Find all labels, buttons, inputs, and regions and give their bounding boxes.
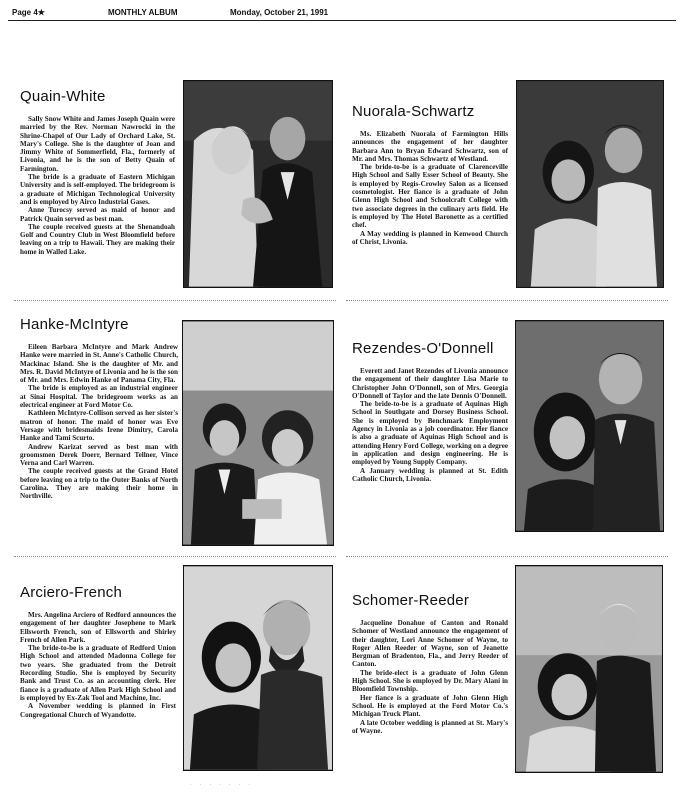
page-masthead <box>8 7 676 21</box>
article-hanke-mcintyre <box>20 316 178 501</box>
article-paragraph: A May wedding is planned in Kenwood Church of Christ, Livonia. <box>352 229 508 246</box>
section-divider <box>14 556 336 557</box>
article-headline: Quain-White <box>20 88 106 105</box>
article-arciero-french <box>20 584 176 719</box>
article-paragraph: A January wedding is planned at St. Edith Catholic Church, Livonia. <box>352 466 508 483</box>
engaged-couple-photo <box>516 566 662 772</box>
article-paragraph: Eileen Barbara McIntyre and Mark Andrew Hanke were married in St. Anne's Catholic Church, Mackinac Island. She is the daughter of Mr. and Mrs. R. David McIntyre of Livonia and he is the son of Mr. and Mrs. Edwin Hanke of Panama City, Fla. <box>20 343 178 385</box>
section-title: MONTHLY ALBUM <box>108 8 178 17</box>
article-headline: Schomer-Reeder <box>352 592 470 609</box>
engaged-couple-photo <box>184 566 332 770</box>
article-schomer-reeder <box>352 592 508 735</box>
article-paragraph: The bride-to-be is a graduate of Redford Union High School and attended Madonna College for two years. She graduated from the Detroit Recording Studio. She is employed by Security Bank and Trust Co. as an accounting clerk. Her fiance is a graduate of Allen Park High School and is employed by Ex-Zak Tool and Machine, Inc. <box>20 644 176 702</box>
section-divider <box>14 300 336 301</box>
article-headline: Hanke-McIntyre <box>20 316 129 333</box>
article-paragraph: The bride is employed as an industrial engineer at Sinai Hospital. The bridegroom works as an electrical engineer at Ford Motor Co. <box>20 384 178 410</box>
scan-artifact: · · · · · · · <box>190 782 253 788</box>
issue-date: Monday, October 21, 1991 <box>230 8 329 17</box>
photo-schomer-reeder <box>515 565 663 773</box>
engaged-couple-photo <box>516 321 663 531</box>
article-quain-white <box>20 88 175 256</box>
engaged-couple-photo <box>517 81 663 287</box>
section-divider <box>346 556 668 557</box>
article-paragraph: Jacqueline Donahue of Canton and Ronald Schomer of Westland announce the engagement of their daughter, Lori Anne Schomer of Wayne, to Roger Allen Reeder of Wayne, son of Jeanette Bergman of Bradenton, Fla., and Jerry Reeder of Canton. <box>352 619 508 669</box>
page-number: Page 4★ <box>12 8 45 17</box>
article-paragraph: The couple received guests at the Shenandoah Golf and Country Club in West Bloomfield before leaving on a trip to Hawaii. They are making their home in Walled Lake. <box>20 222 175 256</box>
article-paragraph: Ms. Elizabeth Nuorala of Farmington Hills announces the engagement of her daughter Barbara Ann to Bryan Edward Schwartz, son of Mr. and Mrs. Thomas Schwartz of Westland. <box>352 130 508 163</box>
section-divider <box>346 300 668 301</box>
photo-nuorala-schwartz <box>516 80 664 288</box>
article-paragraph: Mrs. Angelina Arciero of Redford announces the engagement of her daughter Josephene to Mark Ellsworth French, son of Ellsworth and Shirley French of Allen Park. <box>20 611 176 644</box>
wedding-couple-photo <box>184 81 332 287</box>
article-paragraph: Sally Snow White and James Joseph Quain were married by the Rev. Norman Nawrocki in the Shrine-Chapel of Our Lady of Orchard Lake, St. Mary's College. She is the daughter of Joan and Jimmy White of Sommerfield, Fla., formerly of Livonia, and he is the son of Betty Quain of Farmington. <box>20 115 175 173</box>
article-paragraph: The bride-elect is a graduate of John Glenn High School. She is employed by Dr. Mary Alani in Bloomfield Township. <box>352 668 508 694</box>
article-paragraph: The bride-to-be is a graduate of Aquinas High School in Southgate and Dorsey Business School. She is employed by Benchmark Employment Agency in Livonia as a job coordinator. Her fiance is also a graduate of Aquinas High School and is attending Henry Ford College, working on a degree in application and design engineering. He is employed by Young Supply Company. <box>352 400 508 467</box>
article-paragraph: Her fiance is a graduate of John Glenn High School. He is employed at the Ford Motor Co.'s Michigan Truck Plant. <box>352 693 508 719</box>
photo-hanke-mcintyre <box>182 320 334 546</box>
article-paragraph: Everett and Janet Rezendes of Livonia announce the engagement of their daughter Lisa Marie to Christopher John O'Donnell, son of Mrs. Georgia O'Donnell of Taylor and the late Dennis O'Donnell. <box>352 367 508 400</box>
article-paragraph: A November wedding is planned in First Congregational Church of Wyandotte. <box>20 702 176 719</box>
article-paragraph: The bride-to-be is a graduate of Clarenceville High School and Sally Esser School of Beauty. She is employed by Regis-Crowley Salon as a licensed cosmetologist. Her fiance is a graduate of John Glenn High School and Schoolcraft College with two associate degrees in the culinary arts field. He is employed by The Hotel Baronette as a certified chef. <box>352 163 508 230</box>
photo-quain-white <box>183 80 333 288</box>
article-paragraph: The couple received guests at the Grand Hotel before leaving on a trip to the Outer Banks of North Carolina. They are making their home in Northville. <box>20 467 178 501</box>
article-paragraph: The bride is a graduate of Eastern Michigan University and is self-employed. The bridegroom is a graduate of Michigan Technological University and is employed by Airco Industrial Gases. <box>20 173 175 206</box>
photo-rezendes-odonnell <box>515 320 664 532</box>
wedding-couple-photo <box>183 321 333 545</box>
article-paragraph: Anne Turocsy served as maid of honor and Patrick Quain served as best man. <box>20 206 175 223</box>
photo-arciero-french <box>183 565 333 771</box>
article-headline: Rezendes-O'Donnell <box>352 340 494 357</box>
article-nuorala-schwartz <box>352 103 508 246</box>
article-headline: Arciero-French <box>20 584 122 601</box>
article-rezendes-odonnell <box>352 340 508 483</box>
article-paragraph: A late October wedding is planned at St. Mary's of Wayne. <box>352 718 508 735</box>
article-headline: Nuorala-Schwartz <box>352 103 475 120</box>
article-paragraph: Kathleen McIntyre-Collison served as her sister's matron of honor. The maid of honor was Eve Versage with bridesmaids Irene Dimitry, Carola Hanke and Tami Scurto. <box>20 409 178 443</box>
article-paragraph: Andrew Karizat served as best man with groomsmen Derek Doerr, Bernard Tellner, Vince Verna and Carl Warren. <box>20 442 178 468</box>
